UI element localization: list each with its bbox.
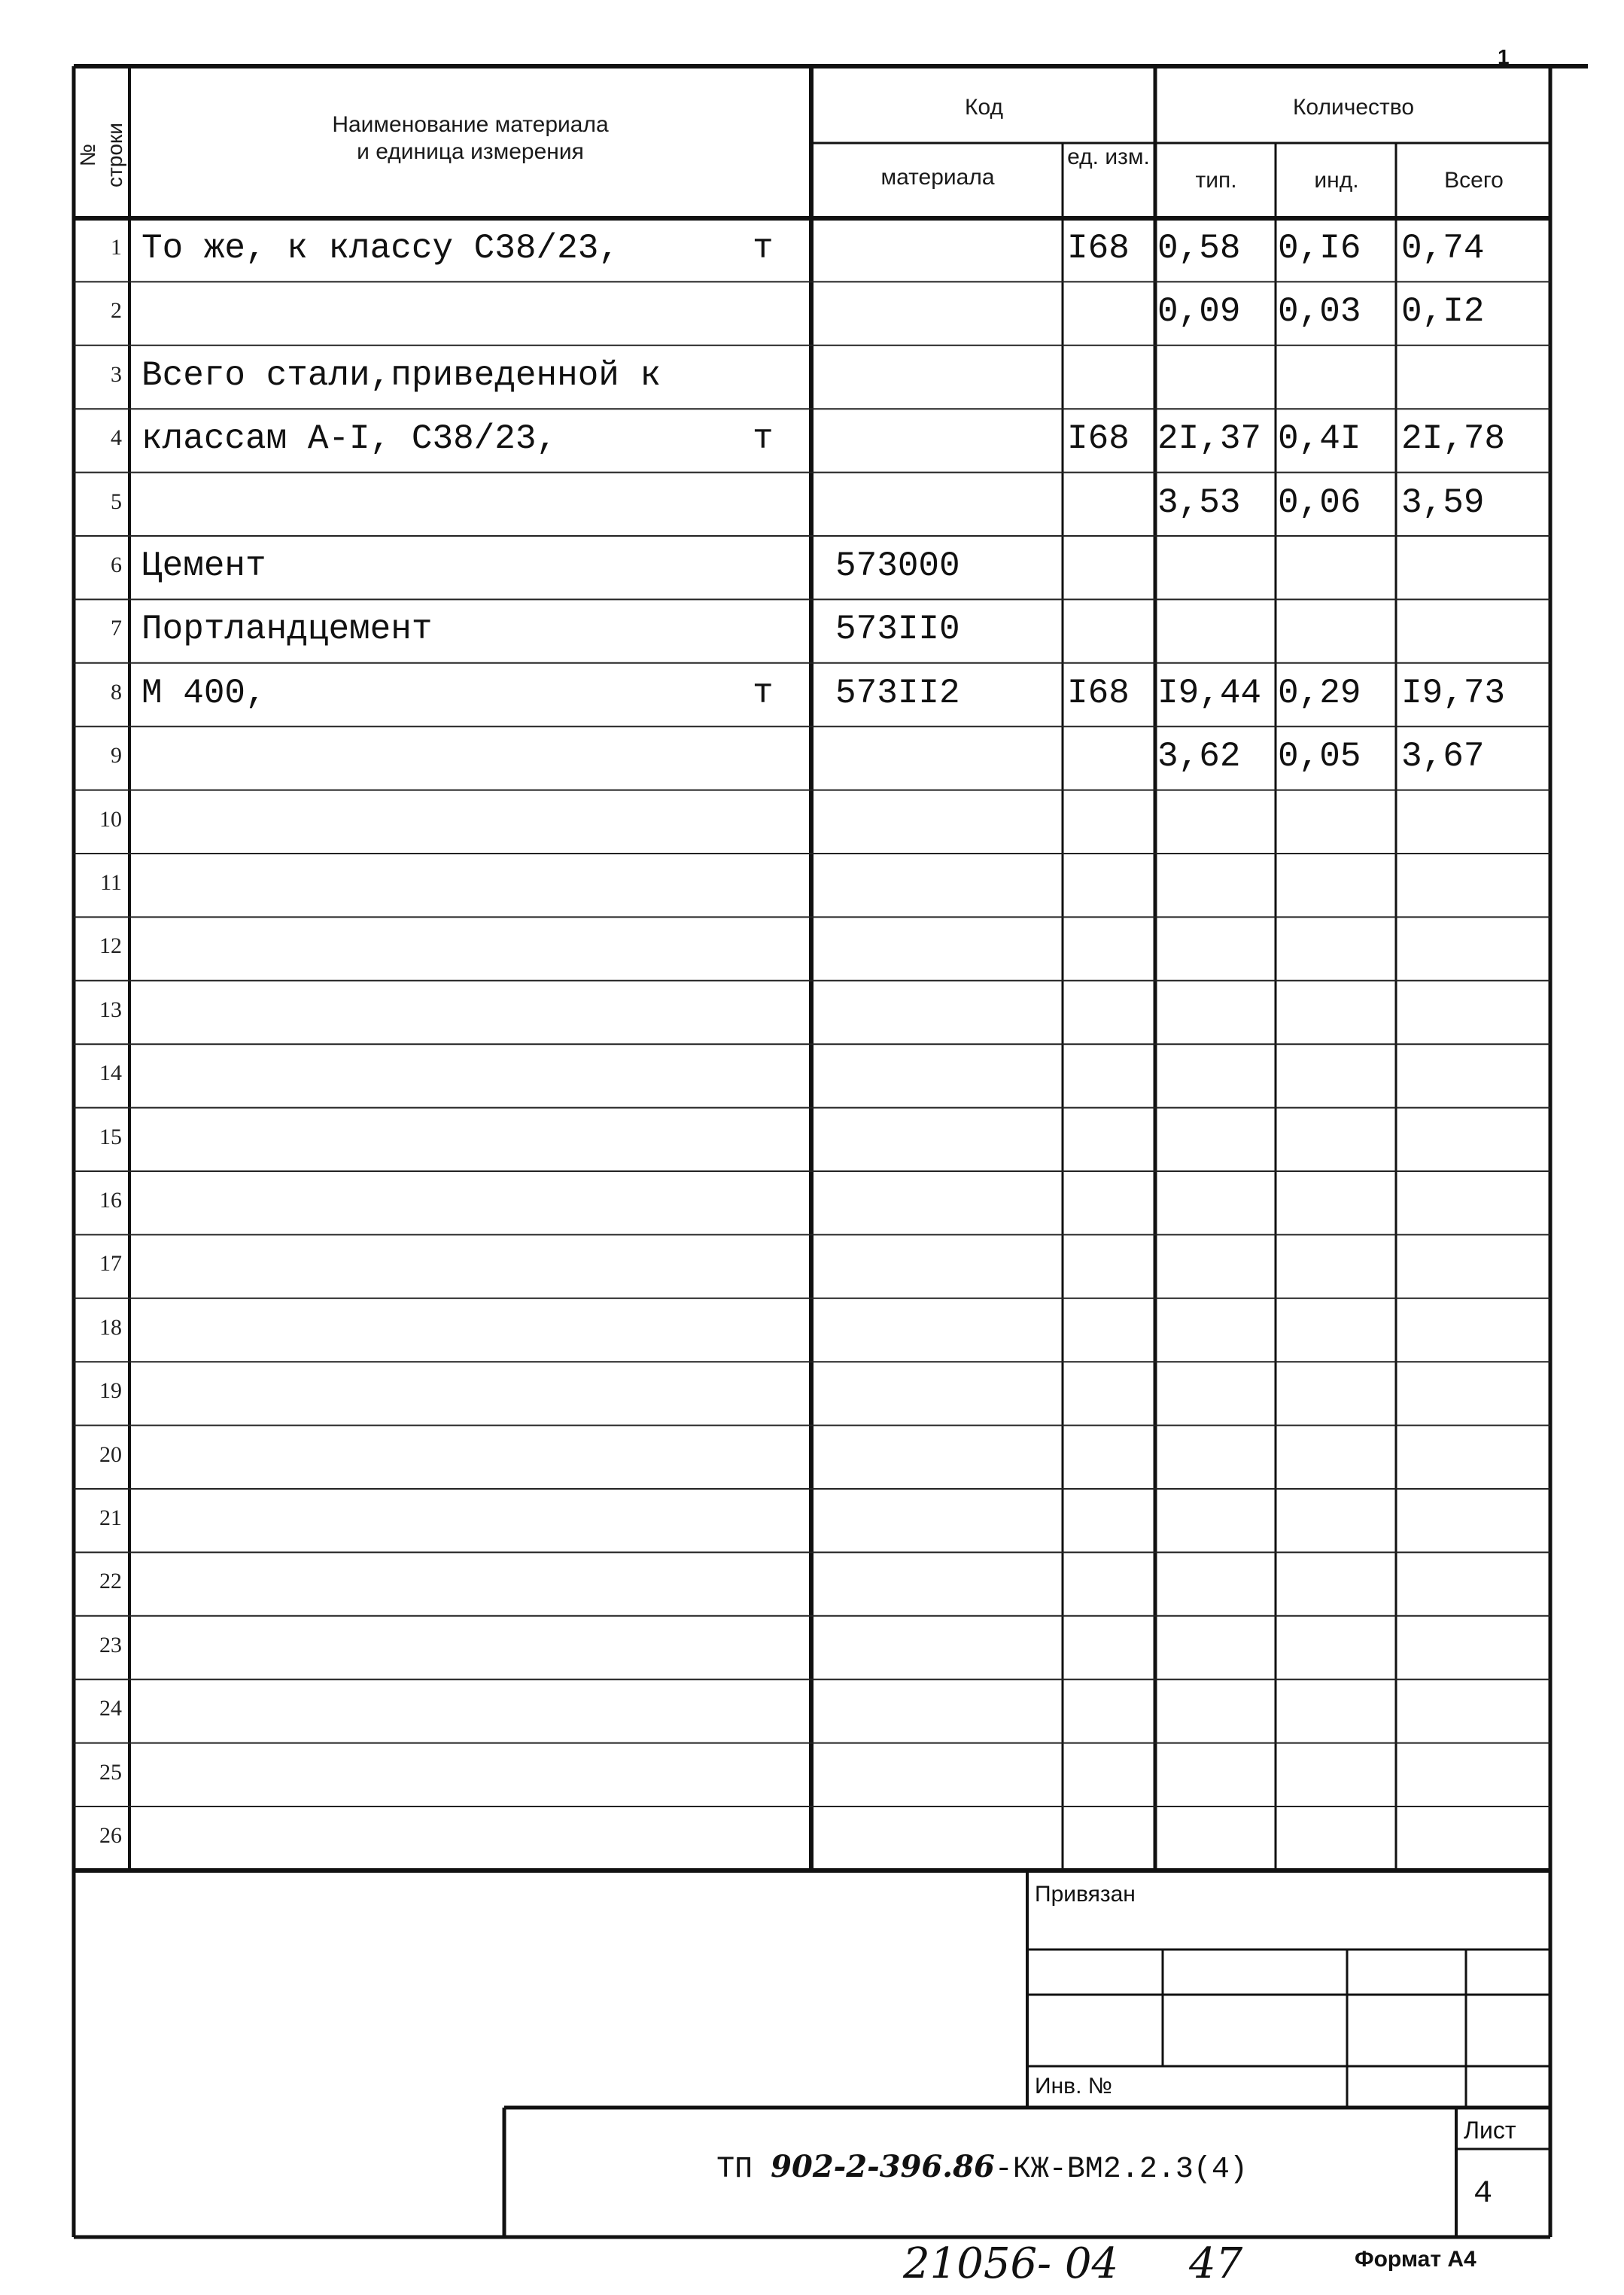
inventory-label: Инв. № bbox=[1035, 2074, 1112, 2099]
row-number-cell: 23 bbox=[99, 1632, 122, 1657]
qty-total-cell: 0,I2 bbox=[1401, 292, 1485, 332]
qty-total-cell: I9,73 bbox=[1401, 673, 1506, 713]
row-number-cell: 13 bbox=[99, 997, 122, 1022]
qty-ind-header: инд. bbox=[1314, 168, 1359, 193]
qty-typ-cell: 3,62 bbox=[1157, 737, 1241, 777]
doc-prefix: ТП bbox=[716, 2153, 771, 2187]
qty-ind-cell: 0,06 bbox=[1278, 482, 1361, 522]
name-header-line2: и единица измерения bbox=[357, 139, 584, 164]
qty-total-cell: 3,67 bbox=[1401, 737, 1485, 777]
sheet-number: 4 bbox=[1473, 2175, 1493, 2211]
unit-letter-cell: т bbox=[753, 673, 774, 713]
qty-total-cell: 3,59 bbox=[1401, 482, 1485, 522]
qty-total-cell: 0,74 bbox=[1401, 229, 1485, 268]
row-number-cell: 3 bbox=[111, 361, 122, 387]
qty-total-cell: 2I,78 bbox=[1401, 419, 1506, 459]
qty-typ-cell: 2I,37 bbox=[1157, 419, 1262, 459]
code-header: Код bbox=[964, 95, 1003, 120]
qty-ind-cell: 0,4I bbox=[1278, 419, 1361, 459]
row-number-cell: 26 bbox=[99, 1823, 122, 1848]
material-name-cell: Портландцемент bbox=[141, 610, 433, 650]
unit-code-cell: I68 bbox=[1067, 673, 1130, 713]
format-value: А4 bbox=[1447, 2247, 1477, 2272]
name-header-line1: Наименование материала bbox=[332, 112, 609, 137]
doc-handwritten-number: 902-2-396.86 bbox=[771, 2149, 995, 2184]
name-header bbox=[135, 111, 805, 166]
row-number-cell: 19 bbox=[99, 1378, 122, 1404]
doc-suffix: -КЖ-ВМ2.2.3(4) bbox=[994, 2153, 1248, 2187]
material-code-cell: 573000 bbox=[835, 546, 960, 586]
qty-ind-cell: 0,05 bbox=[1278, 737, 1361, 777]
row-number-cell: 9 bbox=[111, 743, 122, 769]
row-number-cell: 25 bbox=[99, 1759, 122, 1785]
row-number-cell: 15 bbox=[99, 1124, 122, 1149]
row-number-cell: 21 bbox=[99, 1505, 122, 1530]
row-number-cell: 7 bbox=[111, 616, 122, 641]
code-unit-header: ед. изм. bbox=[1067, 145, 1150, 169]
row-number-cell: 10 bbox=[99, 806, 122, 832]
unit-code-cell: I68 bbox=[1067, 229, 1130, 268]
material-code-cell: 573II2 bbox=[835, 673, 960, 713]
row-number-cell: 11 bbox=[100, 870, 122, 895]
row-number-cell: 5 bbox=[111, 489, 122, 514]
bound-label: Привязан bbox=[1035, 1882, 1136, 1907]
material-name-cell: М 400, bbox=[141, 673, 266, 713]
qty-ind-cell: 0,29 bbox=[1278, 673, 1361, 713]
page-number: 1 bbox=[1498, 45, 1510, 68]
handwritten-page-number: 47 bbox=[1189, 2239, 1243, 2288]
material-name-cell: Цемент bbox=[141, 546, 266, 586]
qty-ind-cell: 0,03 bbox=[1278, 292, 1361, 332]
qty-typ-cell: 0,58 bbox=[1157, 229, 1241, 268]
row-number-cell: 17 bbox=[99, 1251, 122, 1277]
qty-ind-cell: 0,I6 bbox=[1278, 229, 1361, 268]
material-code-cell: 573II0 bbox=[835, 610, 960, 650]
sheet-label: Лист bbox=[1464, 2117, 1516, 2144]
row-number-cell: 20 bbox=[99, 1441, 122, 1467]
unit-letter-cell: т bbox=[753, 419, 774, 459]
unit-code-cell: I68 bbox=[1067, 419, 1130, 459]
row-number-cell: 12 bbox=[99, 933, 122, 959]
row-number-cell: 6 bbox=[111, 552, 122, 577]
row-number-cell: 14 bbox=[99, 1061, 122, 1086]
qty-typ-header: тип. bbox=[1195, 168, 1237, 193]
handwritten-archive-number: 21056- 04 bbox=[903, 2239, 1119, 2288]
row-number-cell: 22 bbox=[99, 1569, 122, 1594]
row-number-header: № строки bbox=[76, 123, 126, 187]
qty-typ-cell: 3,53 bbox=[1157, 482, 1241, 522]
row-number-cell: 18 bbox=[99, 1314, 122, 1340]
material-name-cell: классам А-I, С38/23, bbox=[141, 419, 558, 459]
qty-typ-cell: I9,44 bbox=[1157, 673, 1262, 713]
row-number-cell: 4 bbox=[111, 425, 122, 451]
row-number-cell: 24 bbox=[99, 1696, 122, 1721]
row-number-cell: 2 bbox=[111, 298, 122, 324]
format-label-text: Формат bbox=[1355, 2247, 1442, 2272]
document-designation bbox=[512, 2149, 1452, 2187]
row-number-cell: 8 bbox=[111, 679, 122, 705]
unit-letter-cell: т bbox=[753, 229, 774, 268]
material-name-cell: То же, к классу С38/23, bbox=[141, 229, 619, 268]
code-material-header: материала bbox=[880, 165, 995, 190]
row-number-cell: 1 bbox=[111, 235, 122, 260]
format-label bbox=[1355, 2247, 1477, 2272]
material-name-cell: Всего стали,приведенной к bbox=[141, 355, 661, 395]
row-number-cell: 16 bbox=[99, 1188, 122, 1213]
qty-typ-cell: 0,09 bbox=[1157, 292, 1241, 332]
qty-total-header: Всего bbox=[1444, 168, 1504, 193]
quantity-header: Количество bbox=[1292, 95, 1415, 120]
